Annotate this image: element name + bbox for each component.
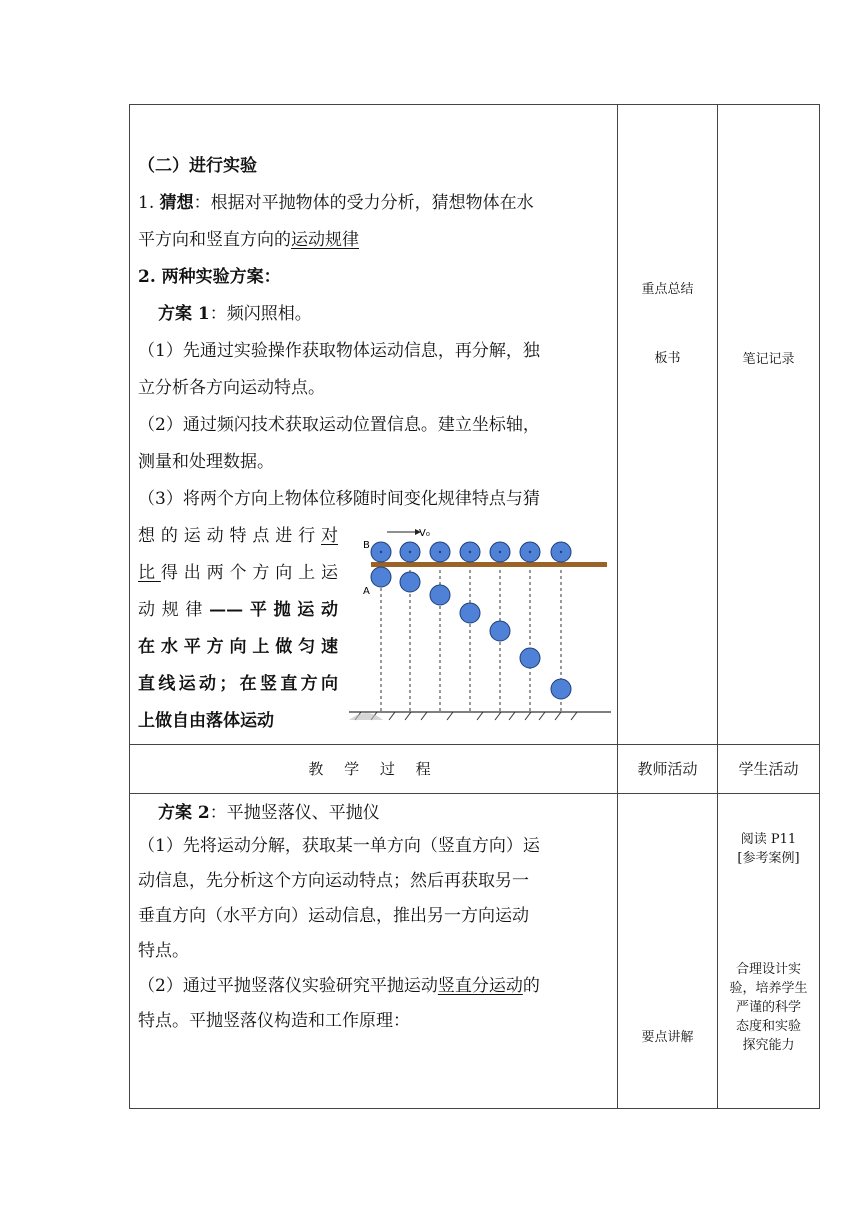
teacher-header: 教师活动 bbox=[637, 760, 698, 778]
plan1-line: 方案 1：频闪照相。 bbox=[158, 304, 312, 324]
horizontal-rod bbox=[371, 562, 607, 567]
student-activity-2: 阅读 P11 [参考案例] 合理设计实 验，培养学生 严谨的科学 态度和实验 探究能力 bbox=[729, 832, 808, 1053]
section-heading: （二）进行实验 bbox=[138, 156, 257, 176]
ball-path-4 bbox=[460, 603, 480, 623]
teacher-activity-2: 要点讲解 bbox=[641, 1030, 694, 1045]
ball-path-6 bbox=[520, 648, 540, 668]
schemes-title: 2. 两种实验方案： bbox=[138, 267, 281, 287]
process-header: 教 学 过 程 bbox=[308, 760, 439, 778]
velocity-label: V₀ bbox=[419, 528, 430, 539]
experiment-section: （二）进行实验 1. 猜想：根据对平抛物体的受力分析，猜想物体在水 平方向和竖直方向的运动规律 2. 两种实验方案： 方案 1：频闪照相。 （1）先通过实验操作获取物体运动信息，再分解，独 立分析各方向运动特点。 （2）通过频闪技术获取运动位置信息。建立坐标轴， 测量和处理数据。 （3）将两个方向上物体位移随时间变化规律特点与猜 想的运动特点进行对 比得出两个方向上运 动规律——平抛运动 在水平方向上做匀速 直线运动；在竖直方向 上做自由落体运动 bbox=[138, 148, 614, 740]
strobe-photo-figure bbox=[349, 524, 614, 724]
lesson-table bbox=[129, 104, 820, 1109]
ball-path-2 bbox=[400, 572, 420, 592]
plan2-section: 方案 2：平抛竖落仪、平抛仪 （1）先将运动分解，获取某一单方向（竖直方向）运 动信息，先分析这个方向运动特点；然后再获取另一 垂直方向（水平方向）运动信息，推出另一方向运动 特点。 （2）通过平抛竖落仪实验研究平抛运动竖直分运动的 特点。平抛竖落仪构造和工作原理： bbox=[138, 803, 540, 1031]
ball-path-5 bbox=[490, 621, 510, 641]
underlined-term: 运动规律 bbox=[291, 230, 359, 250]
student-activity-1: 笔记记录 bbox=[742, 352, 795, 367]
label-b: B bbox=[363, 540, 370, 551]
narrow-text-column: 想的运动特点进行对 比得出两个方向上运 动规律——平抛运动 在水平方向上做匀速 直线运动；在竖直方向 上做自由落体运动 bbox=[138, 526, 339, 731]
student-header: 学生活动 bbox=[738, 760, 799, 778]
teacher-activity-1: 重点总结 板书 bbox=[641, 282, 694, 366]
ball-path-7 bbox=[551, 679, 571, 699]
guess-paragraph: 1. 猜想：根据对平抛物体的受力分析，猜想物体在水 bbox=[138, 193, 534, 213]
ball-path-1 bbox=[371, 567, 391, 587]
ball-path-3 bbox=[430, 585, 450, 605]
label-a: A bbox=[363, 586, 370, 597]
